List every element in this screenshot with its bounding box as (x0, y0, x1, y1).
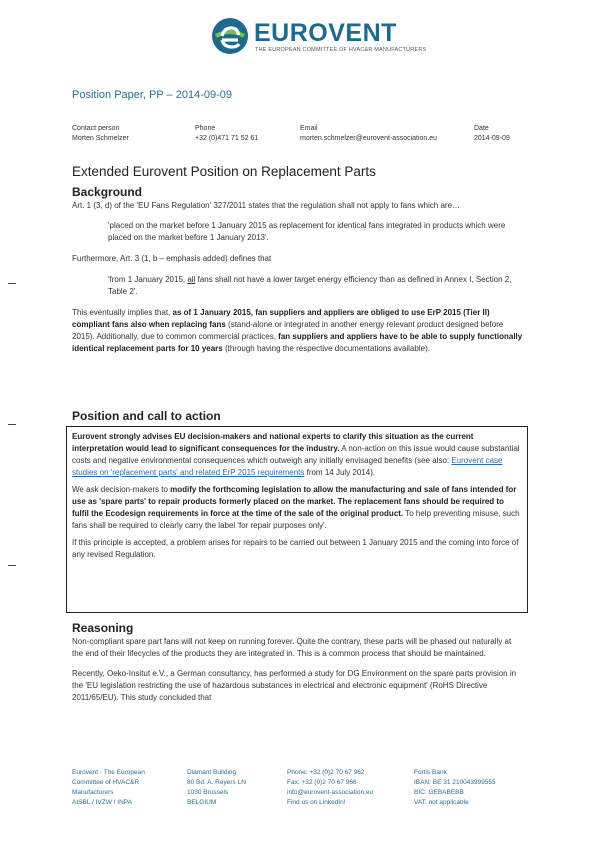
footer-linkedin-link[interactable]: Find us on LinkedIn! (287, 799, 346, 806)
phone-label: Phone (195, 125, 216, 132)
footer-email-link[interactable]: info@eurovent-association.eu (287, 789, 374, 796)
contact-email-block (300, 124, 437, 144)
background-paragraph-1: Art. 1 (3, d) of the 'EU Fans Regulation' 327/2011 states that the regulation shall not apply to fans which are… (72, 201, 461, 210)
background-paragraph-2: Furthermore, Art. 3 (1, b – emphasis added) defines that (72, 254, 272, 263)
contact-person-block (72, 124, 129, 144)
position-paragraph-2: We ask decision-makers to modify the forthcoming legislation to allow the manufacturing and sale of fans intended for use as 'spare parts' to repair products formerly placed on the market. The replacement fans should be required to fulfil the Ecodesign requirements in force at the time of the sale of the original product. To help preventing misuse, such fans shall be required to clearly carry the label 'for repair purposes only'. (72, 485, 520, 530)
position-paragraph-1: Eurovent strongly advises EU decision-makers and national experts to clarify this situation as the current interpretation would lead to significant consequences for the industry. A non-action on this issue would cause substantial costs and negative environmental consequences which outweigh any initially envisaged benefits (see also: Eurovent case studies on 'replacement parts' and related ErP 2015 requirements from 14 July 2014). (72, 432, 520, 477)
eurovent-e-logo-icon (210, 16, 250, 56)
eurovent-logo (210, 16, 427, 56)
regulation-quote-1: 'placed on the market before 1 January 2015 as replacement for identical fans integrated in products which were placed on the market before 1 January 2013'. (108, 221, 506, 242)
case-studies-link[interactable]: Eurovent case studies on 'replacement parts' and related ErP 2015 requirements (72, 456, 503, 477)
date-label: Date (474, 125, 489, 132)
footer-bank: Fortis Bank IBAN: BE 31 210043999555 BIC: GEBABEBB VAT: not applicable (414, 769, 496, 806)
footer-address: Diamant Building 80 Bd. A. Reyers LN 1030 Brussels BELGIUM (187, 769, 246, 806)
document-heading: Extended Eurovent Position on Replacement Parts (72, 164, 376, 179)
logo-wordmark: EUROVENT (254, 19, 397, 47)
background-paragraph-3: This eventually implies that, as of 1 January 2015, fan suppliers and appliers are obliged to use ErP 2015 (Tier II) compliant fans also when replacing fans (stand-alone or integrated in another energy relevant product designed before 2015). Additionally, due to common commercial practices, fan suppliers and appliers have to be able to supply functionally identical replacement parts for 10 years (through having the respective documentations available). (72, 308, 523, 353)
position-box (66, 426, 528, 613)
contact-date-block (474, 124, 510, 144)
email-label: Email (300, 125, 318, 132)
background-section (72, 186, 524, 355)
email-value[interactable]: morten.schmelzer@eurovent-association.eu (300, 135, 438, 142)
margin-fold-mark (8, 283, 16, 284)
reasoning-heading: Reasoning (72, 621, 134, 635)
contact-person-value: Morten Schmelzer (72, 135, 129, 142)
position-section-heading-wrap (72, 410, 524, 422)
phone-value: +32 (0)471 71 52 61 (195, 135, 259, 142)
logo-subtitle: THE EUROPEAN COMMITTEE OF HVAC&R MANUFACTURERS (255, 47, 427, 53)
margin-fold-mark (8, 565, 16, 566)
margin-punch-mark (8, 424, 16, 425)
reasoning-section (72, 622, 524, 704)
position-heading: Position and call to action (72, 409, 221, 423)
footer-organisation: Eurovent - The European Committee of HVAC&R Manufacturers AISBL / IVZW / INPA (72, 769, 145, 806)
footer-contact: Phone: +32 (0)2 70 67 962 Fax: +32 (0)2 70 67 966 info@eurovent-association.eu Find us on LinkedIn! (287, 769, 374, 806)
emphasis-all: all (187, 275, 196, 284)
reasoning-paragraph-1: Non-compliant spare part fans will not keep on running forever. Quite the contrary, these parts will be phased out naturally at the end of their lifecycles of the products they are integrated in. This is a common process that should be maintained. (72, 637, 512, 658)
position-paragraph-3: If this principle is accepted, a problem arises for repairs to be carried out between 1 January 2015 and the coming into force of any revised Regulation. (72, 538, 519, 559)
contact-phone-block (195, 124, 258, 144)
date-value: 2014-09-09 (474, 135, 510, 142)
contact-person-label: Contact person (72, 125, 120, 132)
reasoning-paragraph-2: Recently, Oeko-Insitut e.V., a German consultancy, has performed a study for DG Environment on the spare parts provision in the 'EU legislation restricting the use of hazardous substances in electrical and electronic equipment' (RoHS Directive 2011/65/EU). This study concluded that (72, 669, 517, 702)
regulation-quote-2: 'from 1 January 2015, all fans shall not have a lower target energy efficiency than as defined in Annex I, Section 2, Table 2'. (108, 275, 512, 296)
position-paper-title: Position Paper, PP – 2014-09-09 (72, 89, 233, 101)
background-heading: Background (72, 185, 143, 199)
